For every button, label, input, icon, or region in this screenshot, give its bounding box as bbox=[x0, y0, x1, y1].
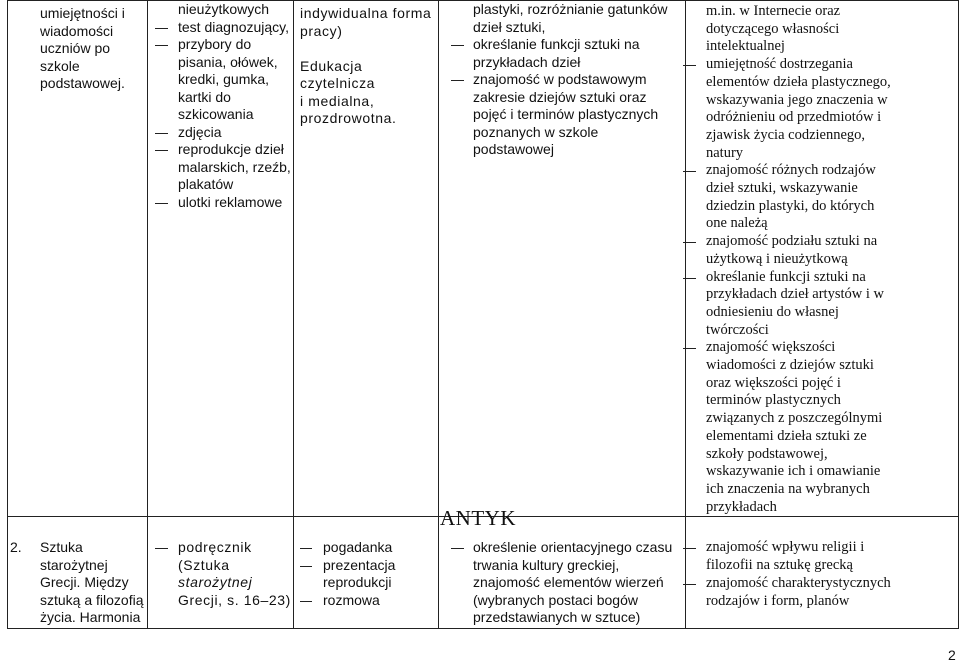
text-line: zakresie dziejów sztuki oraz bbox=[473, 88, 647, 105]
section-heading: ANTYK bbox=[440, 506, 516, 530]
text-line: ulotki reklamowe bbox=[178, 193, 283, 210]
list-item bbox=[178, 592, 293, 610]
text-line: (Sztuka bbox=[178, 556, 230, 573]
text-line: nieużytkowych bbox=[178, 1, 270, 17]
text-line: przykładach dzieł artystów i w bbox=[706, 286, 884, 303]
text-line: dzieł sztuki, bbox=[473, 18, 546, 35]
list-item bbox=[706, 575, 958, 610]
text-line: rodzajów i form, planów bbox=[706, 592, 850, 609]
list-item: reprodukcji bbox=[323, 574, 392, 591]
text-line: dotyczącego własności bbox=[706, 20, 840, 37]
table-cell bbox=[148, 1, 294, 517]
text-line: życia. Harmonia bbox=[40, 609, 141, 626]
text-line: one należą bbox=[706, 215, 768, 232]
text-line: wiadomości bbox=[40, 22, 114, 39]
table-cell bbox=[8, 517, 148, 629]
text-line: podręcznik bbox=[178, 539, 252, 556]
text-line: Grecji, s. 16–23) bbox=[178, 591, 291, 608]
basic-requirements-cell bbox=[439, 517, 685, 627]
text-line: pojęć i terminów plastycznych bbox=[473, 106, 659, 122]
text-line: oraz większości pojęć i bbox=[706, 374, 841, 391]
table-cell bbox=[148, 517, 294, 629]
text-line: szkoły podstawowej, bbox=[706, 445, 828, 462]
text-line: zdjęcia bbox=[178, 123, 222, 140]
text-line: szkicowania bbox=[178, 106, 254, 122]
table-cell bbox=[439, 517, 686, 629]
basic-requirements-cell bbox=[439, 1, 685, 159]
list-item bbox=[706, 56, 958, 162]
text-line: przykładach dzieł bbox=[473, 53, 581, 70]
text-line: odróżnieniu od przedmiotów i bbox=[706, 109, 882, 126]
text-line: podstawowej bbox=[473, 141, 554, 157]
text-line: znajomość charakterystycznych bbox=[706, 574, 891, 591]
list-item bbox=[178, 141, 293, 194]
list-item: rozmowa bbox=[323, 592, 438, 610]
list-item bbox=[706, 3, 958, 56]
table-row bbox=[8, 517, 959, 629]
text-line: przykładach bbox=[706, 498, 777, 515]
table-cell bbox=[294, 517, 439, 629]
text-line: znajomość podziału sztuki na bbox=[706, 233, 878, 250]
text-line: filozofii na sztukę grecką bbox=[706, 557, 853, 574]
list-item bbox=[473, 539, 685, 627]
list-item bbox=[706, 539, 958, 574]
text-line: sztuką a filozofią bbox=[40, 591, 144, 608]
list-item bbox=[706, 269, 958, 340]
text-line: natury bbox=[706, 144, 744, 161]
text-line: podstawowej. bbox=[40, 75, 125, 91]
text-line: Sztuka starożytnej bbox=[40, 539, 108, 573]
extended-requirements-cell bbox=[672, 517, 958, 610]
teaching-aids-cell bbox=[148, 1, 293, 211]
list-item: prezentacja bbox=[323, 557, 438, 575]
aids-list bbox=[178, 539, 293, 609]
text-line: zjawisk życia codziennego, bbox=[706, 126, 866, 143]
cell-text bbox=[40, 5, 147, 93]
methods-cell bbox=[294, 1, 438, 128]
text-line: Grecji. Między bbox=[40, 574, 129, 591]
text-line: określanie funkcji sztuki na bbox=[473, 36, 640, 52]
teaching-aids-cell bbox=[148, 517, 293, 609]
cell-text bbox=[300, 5, 438, 128]
text-line: intelektualnej bbox=[706, 38, 785, 55]
requirements-list bbox=[706, 539, 958, 610]
list-item bbox=[473, 71, 685, 159]
aids-list bbox=[178, 19, 293, 212]
list-item bbox=[178, 574, 293, 592]
text-line: trwania kultury greckiej, bbox=[473, 556, 620, 573]
text-line bbox=[300, 40, 438, 58]
text-line: poznanych w szkole bbox=[473, 123, 599, 140]
text-line: przybory do bbox=[178, 36, 252, 52]
list-item bbox=[473, 1, 685, 36]
list-item bbox=[706, 233, 958, 268]
list-item: pogadanka bbox=[323, 539, 438, 557]
text-line: określanie funkcji sztuki na bbox=[706, 268, 866, 285]
text-line: elementów dzieła plastycznego, bbox=[706, 73, 891, 90]
text-line: pisania, ołówek, bbox=[178, 53, 278, 70]
text-line: znajomość wpływu religii i bbox=[706, 539, 865, 556]
page-number: 2 bbox=[948, 647, 956, 663]
list-item bbox=[706, 339, 958, 516]
text-line: umiejętności i bbox=[40, 5, 125, 21]
text-line: terminów plastycznych bbox=[706, 392, 841, 409]
text-line: użytkową i nieużytkową bbox=[706, 250, 848, 267]
text-line: odniesieniu do własnej bbox=[706, 303, 839, 320]
text-line: m.in. w Internecie oraz bbox=[706, 3, 841, 19]
table-cell bbox=[294, 1, 439, 517]
table-cell bbox=[8, 1, 148, 517]
text-line: plakatów bbox=[178, 176, 234, 192]
extended-requirements-cell bbox=[672, 1, 958, 516]
text-line: Edukacja czytelnicza bbox=[300, 57, 376, 91]
text-line: pracy) bbox=[300, 22, 343, 39]
text-line: reprodukcje dzieł bbox=[178, 141, 284, 157]
text-line: elementami dzieła sztuki ze bbox=[706, 427, 867, 444]
text-line: znajomość większości bbox=[706, 339, 836, 356]
cell-text bbox=[8, 539, 147, 627]
text-line: ich znaczenia na wybranych bbox=[706, 480, 870, 497]
lesson-topic-cell bbox=[8, 517, 147, 627]
text-line: określenie orientacyjnego czasu bbox=[473, 539, 673, 556]
text-line: (wybranych postaci bogów bbox=[473, 591, 638, 608]
list-item bbox=[178, 19, 293, 37]
text-line: i medialna, bbox=[300, 92, 375, 109]
requirements-list bbox=[473, 1, 685, 159]
text-line: wskazywania jego znaczenia w bbox=[706, 91, 888, 108]
text-line: znajomość w podstawowym bbox=[473, 71, 647, 87]
list-item bbox=[473, 36, 685, 71]
lesson-topic-cell bbox=[8, 1, 147, 93]
text-line: kartki do bbox=[178, 88, 231, 105]
curriculum-table bbox=[7, 0, 959, 629]
text-line: starożytnej bbox=[178, 574, 253, 591]
text-line: twórczości bbox=[706, 321, 769, 338]
table-row bbox=[8, 1, 959, 517]
table-cell bbox=[686, 1, 959, 517]
text-line: znajomość elementów wierzeń bbox=[473, 574, 664, 591]
text-line: przedstawianych w sztuce) bbox=[473, 609, 641, 626]
list-item bbox=[178, 194, 293, 212]
table-cell bbox=[439, 1, 686, 517]
text-line: znajomość różnych rodzajów bbox=[706, 162, 876, 179]
text-line: wiadomości z dziejów sztuki bbox=[706, 357, 874, 374]
list-item bbox=[178, 557, 293, 575]
text-line: indywidualna forma bbox=[300, 5, 432, 21]
table-cell bbox=[686, 517, 959, 629]
methods-list bbox=[323, 539, 438, 609]
text-line: uczniów po szkole bbox=[40, 40, 111, 74]
text-line: prozdrowotna. bbox=[300, 110, 397, 126]
text-line: związanych z poszczególnymi bbox=[706, 410, 883, 427]
requirements-list bbox=[473, 539, 685, 627]
text-line: wskazywanie ich i omawianie bbox=[706, 463, 881, 480]
text-line: malarskich, rzeźb, bbox=[178, 158, 291, 175]
text-line: kredki, gumka, bbox=[178, 71, 270, 87]
list-item bbox=[706, 162, 958, 233]
text-line: umiejętność dostrzegania bbox=[706, 56, 853, 73]
requirements-list bbox=[706, 3, 958, 516]
cell-text bbox=[178, 1, 293, 19]
text-line: dzieł sztuki, wskazywanie bbox=[706, 180, 858, 197]
methods-cell bbox=[294, 517, 438, 609]
text-line: test diagnozujący, bbox=[178, 18, 290, 35]
text-line: dziedzin plastyki, do których bbox=[706, 197, 875, 214]
list-item bbox=[178, 539, 293, 557]
text-line: plastyki, rozróżnianie gatunków bbox=[473, 1, 668, 17]
lesson-number: 2. bbox=[10, 539, 22, 556]
list-item bbox=[178, 124, 293, 142]
list-item bbox=[178, 36, 293, 124]
